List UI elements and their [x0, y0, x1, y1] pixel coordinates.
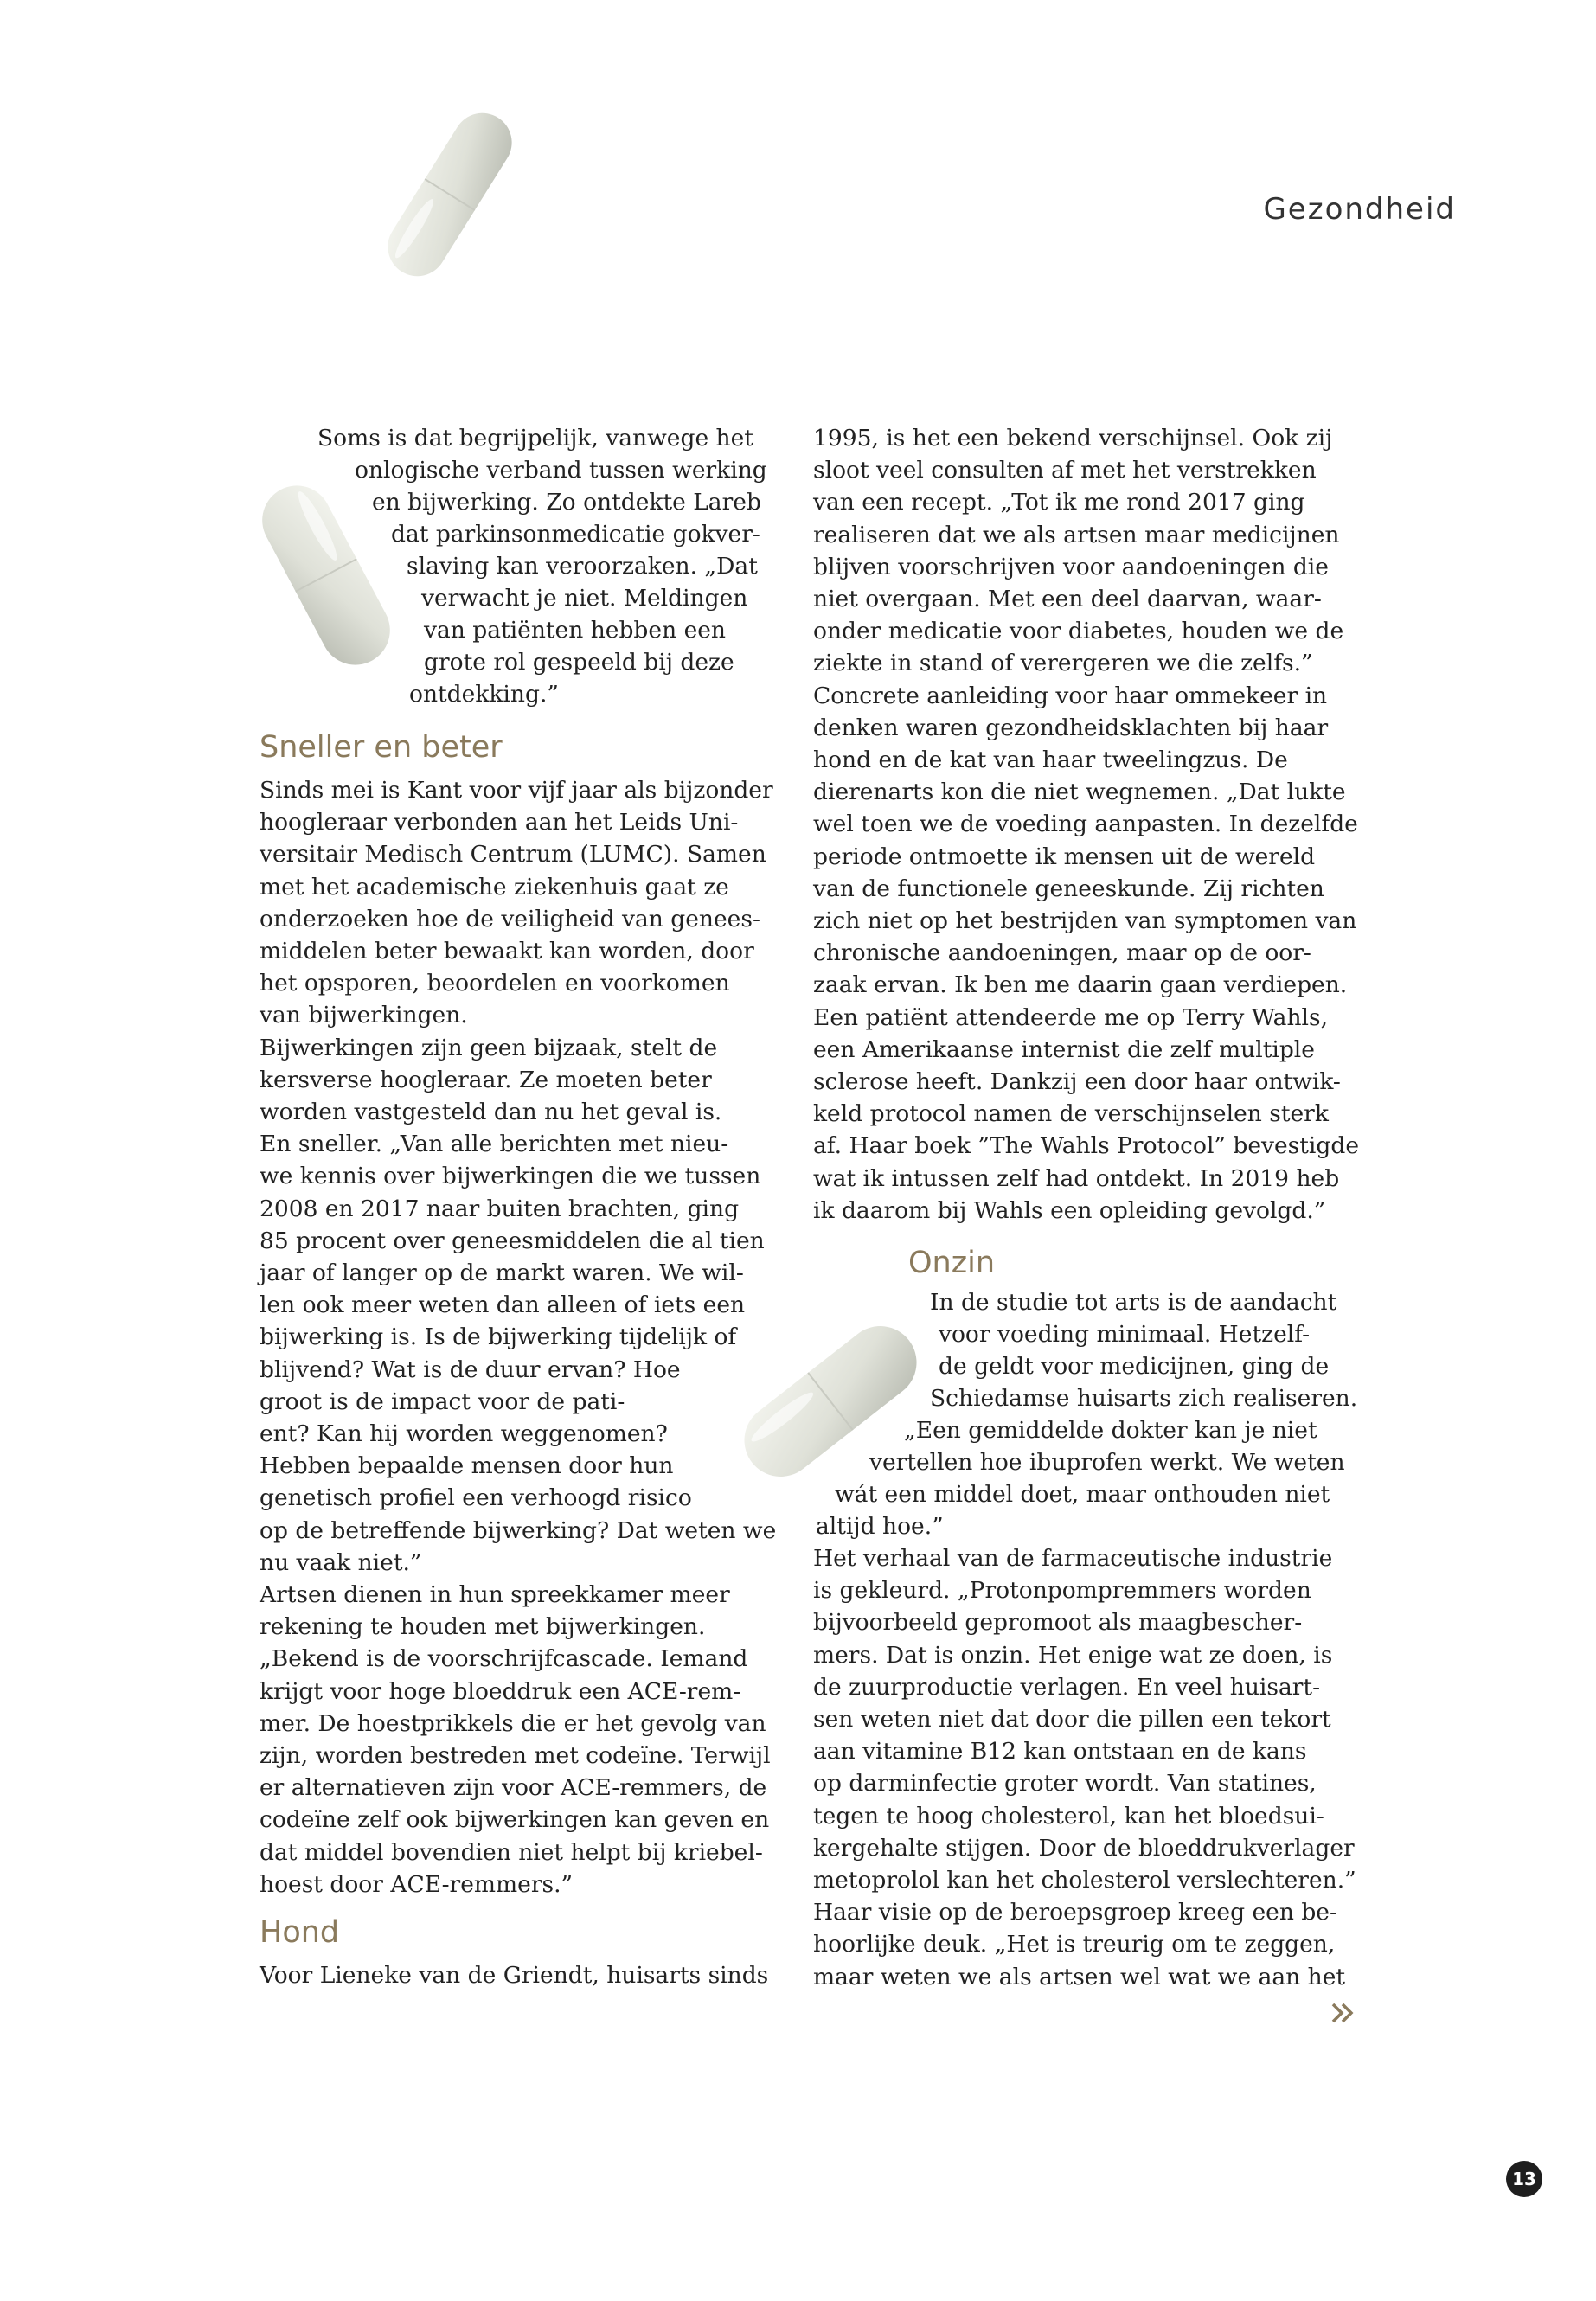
text-line: bijvoorbeeld gepromoot als maagbescher- — [813, 1609, 1303, 1637]
text-line: In de studie tot arts is de aandacht — [930, 1289, 1337, 1316]
text-line: versitair Medisch Centrum (LUMC). Samen — [260, 841, 766, 868]
text-line: af. Haar boek ”The Wahls Protocol” bevestigde — [813, 1132, 1360, 1160]
text-line: periode ontmoette ik mensen uit de wereld — [813, 843, 1316, 870]
text-line: genetisch profiel een verhoogd risico — [260, 1484, 692, 1512]
text-line: rekening te houden met bijwerkingen. — [260, 1613, 706, 1641]
text-line: nu vaak niet.” — [260, 1548, 422, 1576]
text-line: aan vitamine B12 kan ontstaan en de kans — [813, 1738, 1307, 1766]
text-line: verwacht je niet. Meldingen — [421, 585, 748, 612]
capsule-icon — [342, 112, 541, 294]
text-line: bijwerking is. Is de bijwerking tijdelijk of — [260, 1324, 737, 1351]
text-line: Soms is dat begrijpelijk, vanwege het — [317, 425, 753, 452]
text-line: keld protocol namen de verschijnselen sterk — [813, 1100, 1329, 1128]
text-line: mers. Dat is onzin. Het enige wat ze doen, is — [813, 1641, 1333, 1669]
text-line: Artsen dienen in hun spreekkamer meer — [260, 1581, 730, 1608]
text-line: metoprolol kan het cholesterol verslechteren.” — [813, 1867, 1356, 1894]
text-line: ik daarom bij Wahls een opleiding gevolgd.” — [813, 1196, 1326, 1224]
text-line: ent? Kan hij worden weggenomen? — [260, 1420, 668, 1447]
text-line: ontdekking.” — [409, 681, 559, 708]
text-line: kergehalte stijgen. Door de bloeddrukverlager — [813, 1834, 1355, 1862]
text-line: hoest door ACE-remmers.” — [260, 1870, 574, 1898]
text-line: het opsporen, beoordelen en voorkomen — [260, 970, 730, 997]
text-line: worden vastgesteld dan nu het geval is. — [260, 1099, 722, 1125]
text-line: grote rol gespeeld bij deze — [424, 649, 734, 676]
text-line: onderzoeken hoe de veiligheid van genees- — [260, 905, 760, 933]
text-line: Voor Lieneke van de Griendt, huisarts sinds — [260, 1962, 769, 1989]
text-line: voor voeding minimaal. Hetzelf- — [939, 1321, 1311, 1348]
section-heading-onzin: Onzin — [908, 1246, 996, 1280]
text-line: sclerose heeft. Dankzij een door haar ontwik- — [813, 1068, 1341, 1095]
text-line: een Amerikaanse internist die zelf multiple — [813, 1035, 1315, 1063]
text-line: ziekte in stand of verergeren we die zelfs.” — [813, 650, 1313, 677]
text-line: zich niet op het bestrijden van symptomen van — [813, 907, 1357, 934]
text-line: wat ik intussen zelf had ontdekt. In 2019 heb — [813, 1164, 1340, 1192]
text-line: dat parkinsonmedicatie gokver- — [391, 521, 760, 548]
text-line: len ook meer weten dan alleen of iets een — [260, 1292, 746, 1319]
text-line: de zuurproductie verlagen. En veel huisart- — [813, 1673, 1321, 1701]
text-line: zaak ervan. Ik ben me daarin gaan verdiepen. — [813, 971, 1348, 999]
text-line: en bijwerking. Zo ontdekte Lareb — [372, 489, 761, 516]
text-line: van de functionele geneeskunde. Zij richten — [813, 875, 1324, 902]
text-line: van patiënten hebben een — [424, 617, 727, 644]
text-line: slaving kan veroorzaken. „Dat — [407, 553, 758, 580]
text-line: codeïne zelf ook bijwerkingen kan geven en — [260, 1806, 770, 1834]
text-line: van een recept. „Tot ik me rond 2017 ging — [813, 489, 1305, 516]
text-line: is gekleurd. „Protonpompremmers worden — [813, 1577, 1311, 1605]
text-line: maar weten we als artsen wel wat we aan het — [813, 1963, 1346, 1990]
text-line: hond en de kat van haar tweelingzus. De — [813, 747, 1288, 773]
text-line: hoorlijke deuk. „Het is treurig om te zeggen, — [813, 1931, 1336, 1958]
text-line: groot is de impact voor de pati- — [260, 1388, 625, 1415]
text-line: de geldt voor medicijnen, ging de — [939, 1353, 1330, 1380]
text-line: er alternatieven zijn voor ACE-remmers, de — [260, 1774, 767, 1802]
section-label: Gezondheid — [1263, 192, 1456, 227]
text-line: hoogleraar verbonden aan het Leids Uni- — [260, 809, 739, 836]
text-line: denken waren gezondheidsklachten bij haar — [813, 714, 1329, 741]
text-line: Het verhaal van de farmaceutische industrie — [813, 1545, 1333, 1572]
text-line: van bijwerkingen. — [260, 1002, 468, 1029]
text-line: Hebben bepaalde mensen door hun — [260, 1452, 674, 1480]
text-line: vertellen hoe ibuprofen werkt. We weten — [869, 1449, 1345, 1476]
text-line: onlogische verband tussen werking — [355, 457, 767, 484]
text-line: 1995, is het een bekend verschijnsel. Ook zij — [813, 425, 1333, 452]
text-line: En sneller. „Van alle berichten met nieu- — [260, 1131, 729, 1158]
text-line: Concrete aanleiding voor haar ommekeer in — [813, 682, 1328, 709]
text-line: 2008 en 2017 naar buiten brachten, ging — [260, 1195, 740, 1222]
text-line: tegen te hoog cholesterol, kan het bloedsui- — [813, 1802, 1324, 1830]
text-line: sen weten niet dat door die pillen een tekort — [813, 1706, 1331, 1733]
text-line: krijgt voor hoge bloeddruk een ACE-rem- — [260, 1677, 741, 1705]
text-line: Sinds mei is Kant voor vijf jaar als bijzonder — [260, 777, 773, 804]
text-line: Een patiënt attendeerde me op Terry Wahls, — [813, 1003, 1329, 1031]
text-line: we kennis over bijwerkingen die we tussen — [260, 1163, 761, 1190]
text-line: sloot veel consulten af met het verstrekken — [813, 457, 1317, 484]
text-line: dierenarts kon die niet wegnemen. „Dat lukte — [813, 779, 1346, 806]
text-line: „Bekend is de voorschrijfcascade. Iemand — [260, 1645, 748, 1673]
text-line: middelen beter bewaakt kan worden, door — [260, 938, 754, 965]
text-line: „Een gemiddelde dokter kan je niet — [904, 1417, 1317, 1444]
text-line: Schiedamse huisarts zich realiseren. — [930, 1385, 1358, 1412]
continue-arrows-icon — [1330, 2002, 1356, 2024]
text-line: met het academische ziekenhuis gaat ze — [260, 873, 729, 901]
text-line: op darminfectie groter wordt. Van statines, — [813, 1770, 1317, 1798]
text-line: zijn, worden bestreden met codeïne. Terwijl — [260, 1742, 771, 1769]
text-line: dat middel bovendien niet helpt bij kriebel- — [260, 1838, 763, 1866]
page-number: 13 — [1506, 2161, 1542, 2197]
text-line: 85 procent over geneesmiddelen die al tien — [260, 1227, 765, 1254]
text-line: mer. De hoestprikkels die er het gevolg van — [260, 1709, 766, 1737]
section-heading-hond: Hond — [260, 1915, 340, 1950]
text-line: blijvend? Wat is de duur ervan? Hoe — [260, 1356, 681, 1383]
text-line: kersverse hoogleraar. Ze moeten beter — [260, 1066, 712, 1093]
text-line: altijd hoe.” — [816, 1513, 944, 1540]
text-line: jaar of langer op de markt waren. We wil- — [260, 1259, 744, 1286]
section-heading-sneller: Sneller en beter — [260, 730, 503, 765]
text-line: realiseren dat we als artsen maar medicijnen — [813, 521, 1340, 548]
text-line: onder medicatie voor diabetes, houden we de — [813, 618, 1344, 645]
text-line: blijven voorschrijven voor aandoeningen die — [813, 553, 1329, 580]
text-line: Haar visie op de beroepsgroep kreeg een be- — [813, 1899, 1337, 1926]
text-line: wát een middel doet, maar onthouden niet — [835, 1481, 1330, 1508]
text-line: op de betreffende bijwerking? Dat weten we — [260, 1516, 777, 1544]
text-line: niet overgaan. Met een deel daarvan, waar- — [813, 586, 1322, 612]
text-line: wel toen we de voeding aanpasten. In dezelfde — [813, 811, 1358, 838]
text-line: chronische aandoeningen, maar op de oor- — [813, 939, 1311, 967]
text-line: Bijwerkingen zijn geen bijzaak, stelt de — [260, 1034, 718, 1061]
